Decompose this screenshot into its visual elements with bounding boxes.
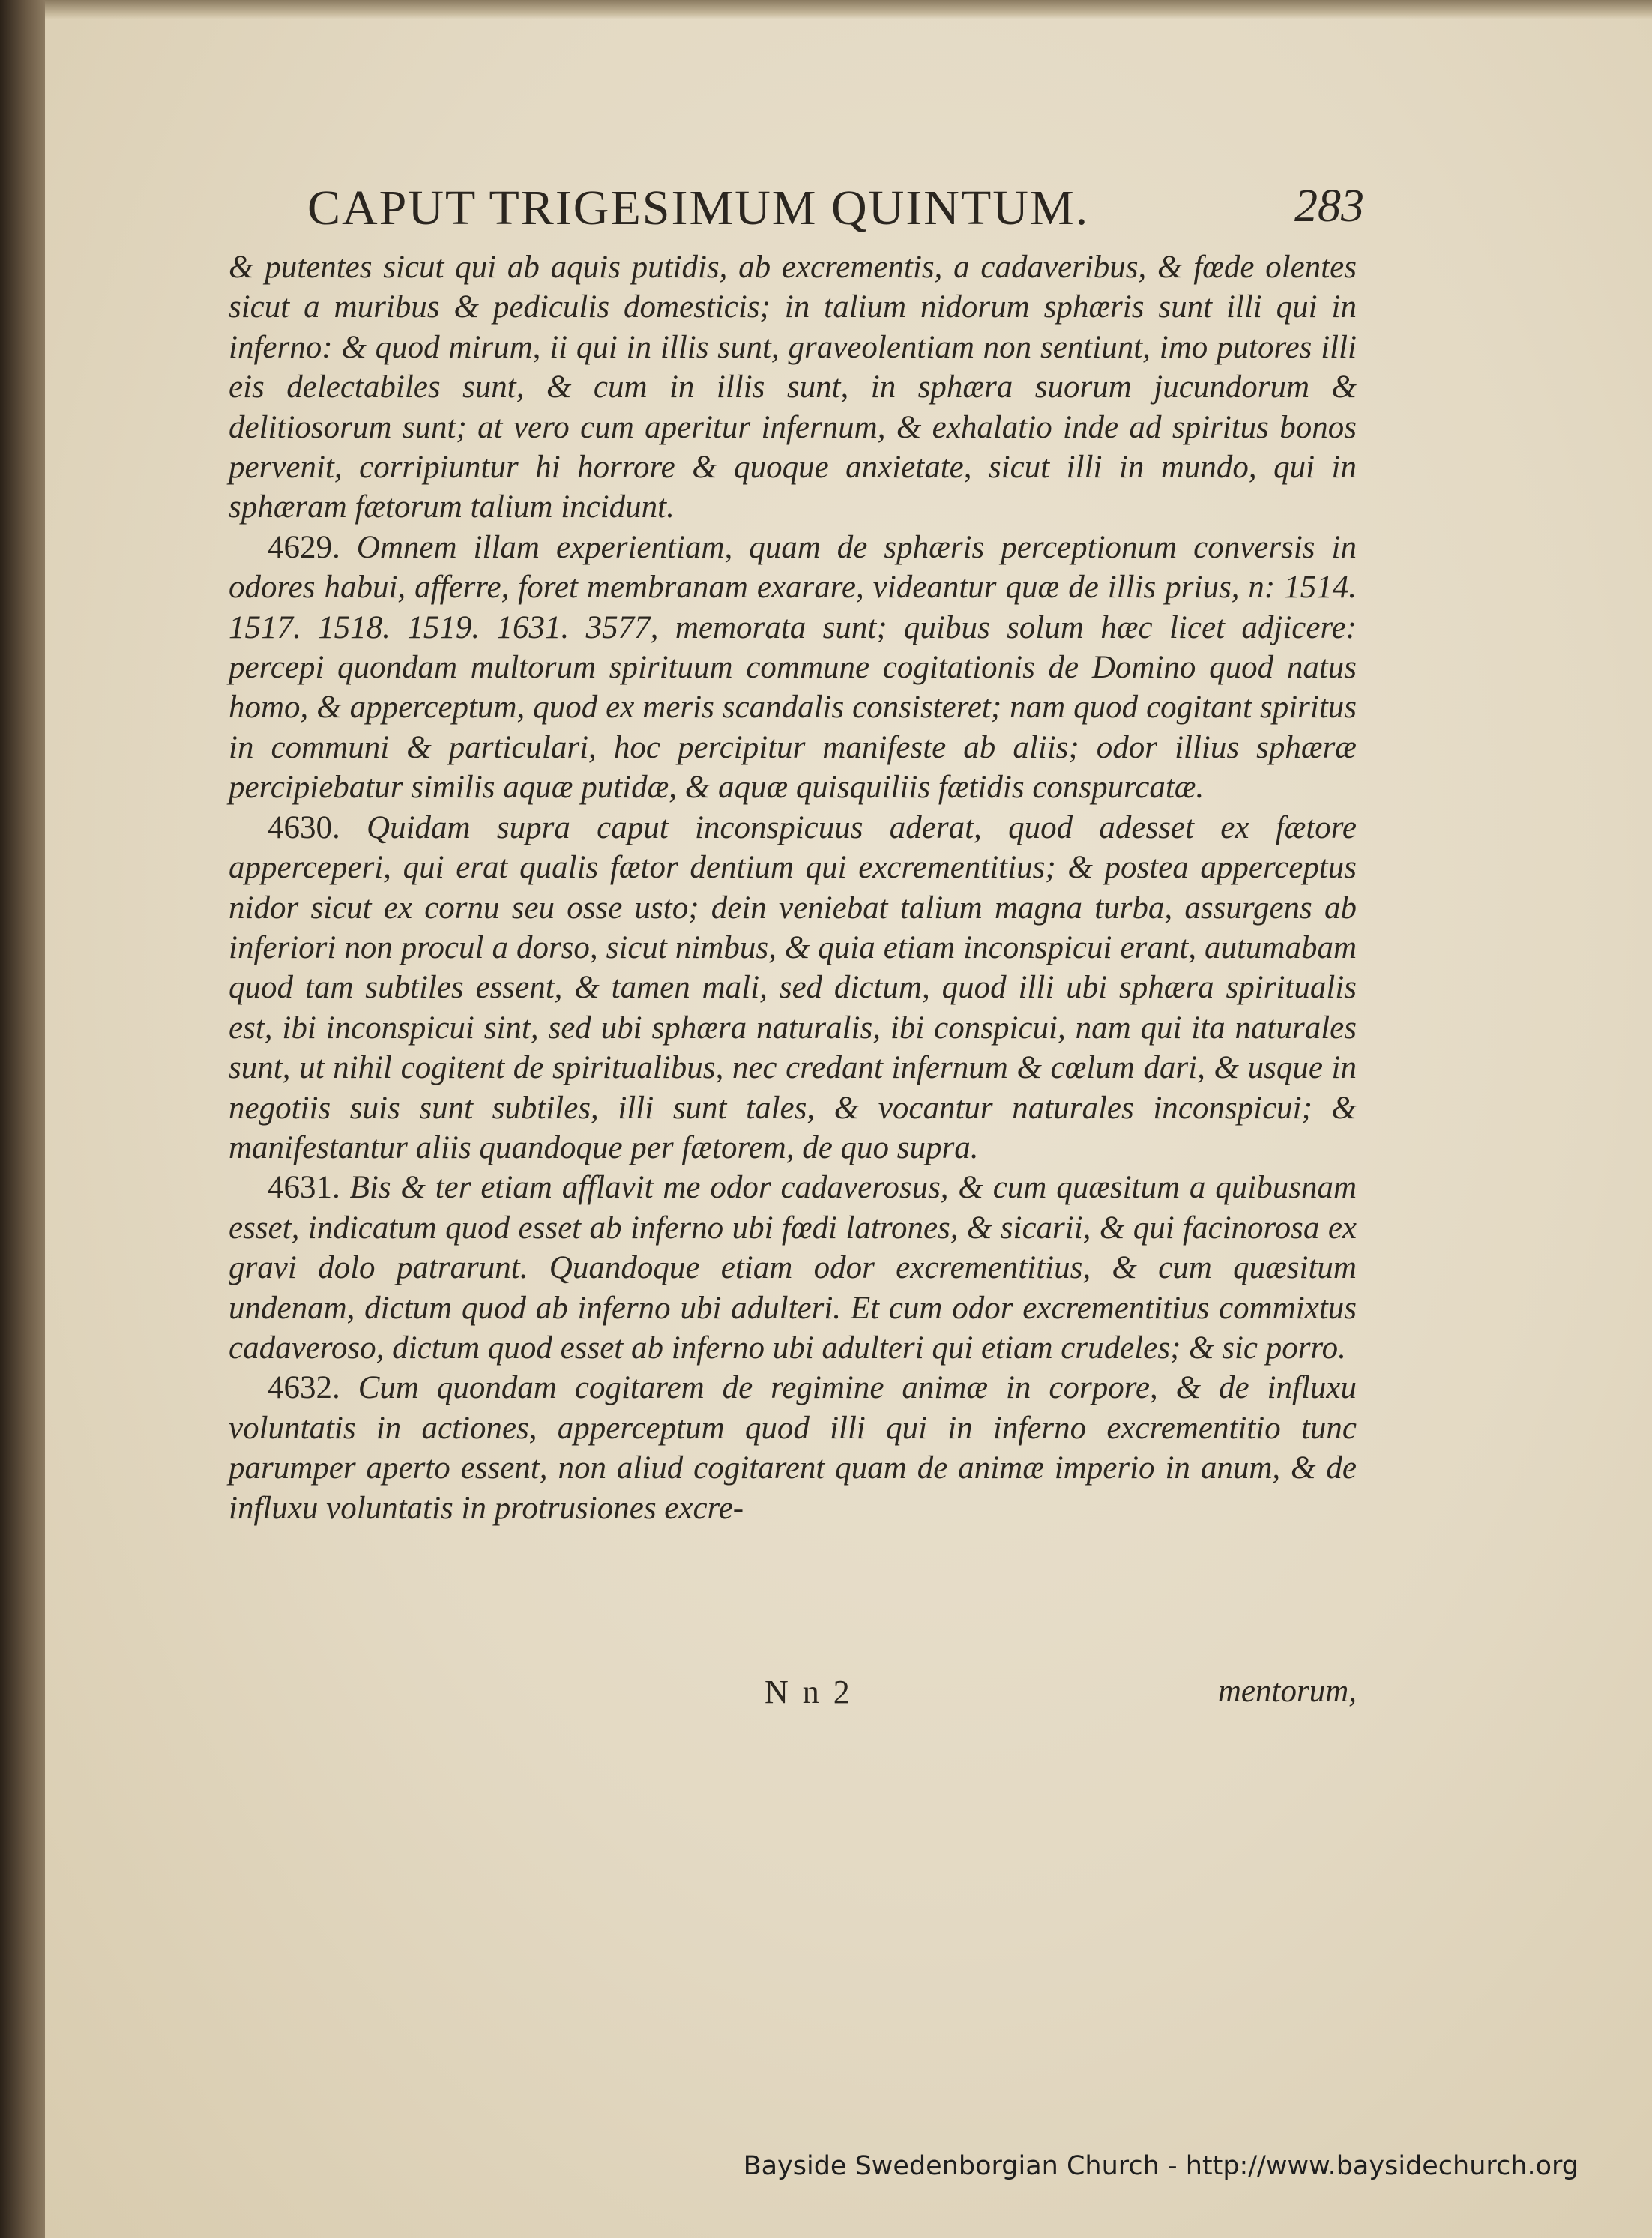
paragraph-number: 4631. <box>268 1170 340 1206</box>
paragraph-4631 <box>229 1168 1357 1368</box>
chapter-title: CAPUT TRIGESIMUM QUINTUM. <box>307 181 1090 235</box>
page-top-edge <box>45 0 1652 19</box>
paragraph-text: Omnem illam experientiam, quam de sphæris perceptionum conversis in odores habui, afferre, foret membranam exarare, videantur quæ de illis prius, n: 1514. 1517. 1518. 1519. 1631. 3577, memorata sunt; quibus solum hæc licet adjicere: percepi quondam multorum spirituum commune cogitationis de Domino quod natus homo, & apperceptum, quod ex meris scandalis consisteret; nam quod cogitant spiritus in communi & particulari, hoc percipitur manifeste ab aliis; odor illius sphæræ percipiebatur similis aquæ putidæ, & aquæ quisquiliis fætidis conspurcatæ. <box>229 529 1357 806</box>
body-text <box>229 247 1357 1528</box>
page-number: 283 <box>1294 181 1364 232</box>
page-footer <box>229 1673 1357 1718</box>
paragraph-text: Cum quondam cogitarem de regimine animæ in corpore, & de influxu voluntatis in actiones, apperceptum quod illi qui in inferno excrementitio tunc parumper aperto essent, non aliud cogitarent quam de animæ imperio in anum, & de influxu voluntatis in protrusiones excre- <box>229 1370 1357 1526</box>
paragraph-text: Bis & ter etiam afflavit me odor cadaverosus, & cum quæsitum a quibusnam esset, indicatum quod esset ab inferno ubi fœdi latrones, & sicarii, & qui facinorosa ex gravi dolo patrarunt. Quandoque etiam odor excrementitius, & cum quæsitum undenam, dictum quod ab inferno ubi adulteri. Et cum odor excrementitius commixtus cadaveroso, dictum quod esset ab inferno ubi adulteri qui etiam crudeles; & sic porro. <box>229 1170 1357 1366</box>
paragraph-number: 4632. <box>268 1370 340 1406</box>
running-header <box>307 180 1364 247</box>
paragraph-4629 <box>229 528 1357 808</box>
paragraph-text: Quidam supra caput inconspicuus aderat, quod adesset ex fætore apperceperi, qui erat qualis fætor dentium qui excrementitius; & postea apperceptus nidor sicut ex cornu seu osse usto; dein veniebat talium magna turba, assurgens ab inferiori non procul a dorso, sicut nimbus, & quia etiam inconspicui erant, autumabam quod tam subtiles essent, & tamen mali, sed dictum, quod illi ubi sphæra spiritualis est, ibi inconspicui sint, sed ubi sphæra naturalis, ibi conspicui, nam qui ita naturales sunt, ut nihil cogitent de spiritualibus, nec credant infernum & cœlum dari, & usque in negotiis suis sunt subtiles, illi sunt tales, & vocantur naturales inconspicui; & manifestantur aliis quandoque per fætorem, de quo supra. <box>229 809 1357 1165</box>
paragraph-number: 4629. <box>268 529 340 565</box>
signature-mark: N n 2 <box>765 1674 853 1710</box>
paragraph-4632 <box>229 1368 1357 1528</box>
paragraph-number: 4630. <box>268 809 340 845</box>
paragraph-continued <box>229 247 1357 528</box>
paragraph-text: & putentes sicut qui ab aquis putidis, ab excrementis, a cadaveribus, & fœde olentes sicut a muribus & pediculis domesticis; in talium nidorum sphæris sunt illi qui in inferno: & quod mirum, ii qui in illis sunt, graveolentiam non sentiunt, imo putores illi eis delectabiles sunt, & cum in illis sunt, in sphæra suorum jucundorum & delitiosorum sunt; at vero cum aperitur infernum, & exhalatio inde ad spiritus bonos pervenit, corripiuntur hi horrore & quoque anxietate, sicut illi in mundo, qui in sphæram fætorum talium incidunt. <box>229 250 1357 525</box>
paragraph-4630 <box>229 808 1357 1168</box>
watermark-text: Bayside Swedenborgian Church - http://www.baysidechurch.org <box>743 2151 1579 2181</box>
catchword: mentorum, <box>1217 1674 1357 1709</box>
